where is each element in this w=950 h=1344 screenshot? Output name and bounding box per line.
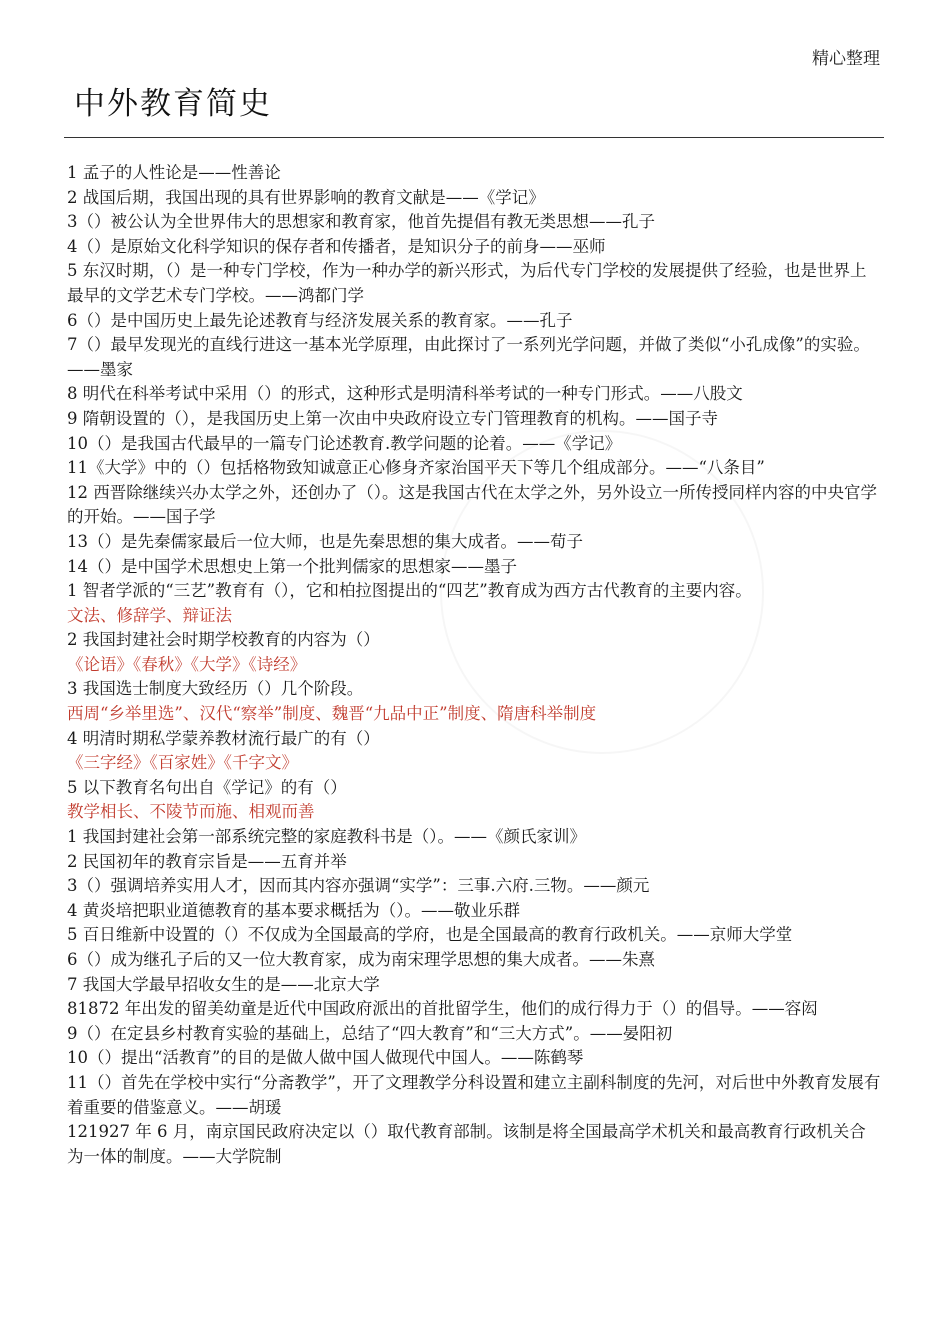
header-tag: 精心整理 <box>812 49 880 69</box>
text-line: 3（）被公认为全世界伟大的思想家和教育家，他首先提倡有教无类思想——孔子 <box>67 212 655 232</box>
text-line: 6（）成为继孔子后的又一位大教育家，成为南宋理学思想的集大成者。——朱熹 <box>67 950 655 969</box>
text-line: 8 明代在科举考试中采用（）的形式，这种形式是明清科举考试的一种专门形式。——八股文 <box>67 384 743 404</box>
text-line: 13（）是先秦儒家最后一位大师，也是先秦思想的集大成者。——荀子 <box>67 531 583 551</box>
text-line: 7 我国大学最早招收女生的是——北京大学 <box>67 974 380 994</box>
text-line: 1 智者学派的“三艺”教育有（），它和柏拉图提出的“四艺”教育成为西方古代教育的主要内容。 <box>67 581 752 601</box>
text-line: 9（）在定县乡村教育实验的基础上，总结了“四大教育”和“三大方式”。——晏阳初 <box>67 1023 673 1043</box>
text-line: 14（）是中国学术思想史上第一个批判儒家的思想家——墨子 <box>67 556 517 576</box>
text-line: 1 孟子的人性论是——性善论 <box>67 163 281 182</box>
answer-line: 文法、修辞学、辩证法 <box>67 605 232 625</box>
text-line: 6（）是中国历史上最先论述教育与经济发展关系的教育家。——孔子 <box>67 310 573 330</box>
page-title: 中外教育简史 <box>74 86 272 122</box>
text-line: 5 东汉时期，（）是一种专门学校，作为一种办学的新兴形式，为后代专门学校的发展提供了经验，也是世界上最早的文学艺术专门学校。——鸿都门学 <box>67 261 867 305</box>
answer-line: 教学相长、不陵节而施、相观而善 <box>67 802 315 822</box>
text-line: 7（）最早发现光的直线行进这一基本光学原理，由此探讨了一系列光学问题，并做了类似“小孔成像”的实验。——墨家 <box>67 335 870 379</box>
text-line: 11（）首先在学校中实行“分斋教学”，开了文理教学分科设置和建立主副科制度的先河，对后世中外教育发展有着重要的借鉴意义。——胡瑗 <box>67 1072 881 1117</box>
text-line: 121927 年 6 月，南京国民政府决定以（）取代教育部制。该制是将全国最高学术机关和最高教育行政机关合为一体的制度。——大学院制 <box>67 1122 866 1166</box>
text-line: 1 我国封建社会第一部系统完整的家庭教科书是（）。——《颜氏家训》 <box>67 827 586 847</box>
content-body <box>67 161 882 1169</box>
text-line: 4 明清时期私学蒙养教材流行最广的有（） <box>67 728 380 748</box>
text-line: 4 黄炎培把职业道德教育的基本要求概括为（）。——敬业乐群 <box>67 900 520 920</box>
text-line: 81872 年出发的留美幼童是近代中国政府派出的首批留学生，他们的成行得力于（）的倡导。——容闳 <box>67 999 818 1019</box>
text-line: 5 以下教育名句出自《学记》的有（） <box>67 777 347 797</box>
text-line: 10（）提出“活教育”的目的是做人做中国人做现代中国人。——陈鹤琴 <box>67 1048 584 1068</box>
text-line: 2 民国初年的教育宗旨是——五育并举 <box>67 851 347 871</box>
answer-line: 西周“乡举里选”、汉代“察举”制度、魏晋“九品中正”制度、隋唐科举制度 <box>67 704 597 724</box>
text-line: 2 我国封建社会时期学校教育的内容为（） <box>67 630 380 650</box>
text-line: 5 百日维新中设置的（）不仅成为全国最高的学府，也是全国最高的教育行政机关。——京师大学堂 <box>67 925 793 945</box>
answer-line: 《三字经》《百家姓》《千字文》 <box>67 753 298 773</box>
answer-line: 《论语》《春秋》《大学》《诗经》 <box>67 654 307 674</box>
text-line: 10（）是我国古代最早的一篇专门论述教育.教学问题的论着。——《学记》 <box>67 433 622 453</box>
text-line: 3 我国选士制度大致经历（）几个阶段。 <box>67 679 364 699</box>
text-line: 12 西晋除继续兴办太学之外，还创办了（）。这是我国古代在太学之外，另外设立一所传授同样内容的中央官学的开始。——国子学 <box>67 482 877 527</box>
text-line: 3（）强调培养实用人才，因而其内容亦强调“实学”：三事.六府.三物。——颜元 <box>67 876 650 896</box>
title-divider <box>64 137 884 138</box>
text-line: 2 战国后期，我国出现的具有世界影响的教育文献是——《学记》 <box>67 187 545 207</box>
text-line: 9 隋朝设置的（），是我国历史上第一次由中央政府设立专门管理教育的机构。——国子寺 <box>67 408 718 428</box>
text-line: 11《大学》中的（）包括格物致知诚意正心修身齐家治国平天下等几个组成部分。——“八条目” <box>67 458 765 478</box>
text-line: 4（）是原始文化科学知识的保存者和传播者，是知识分子的前身——巫师 <box>67 236 606 256</box>
